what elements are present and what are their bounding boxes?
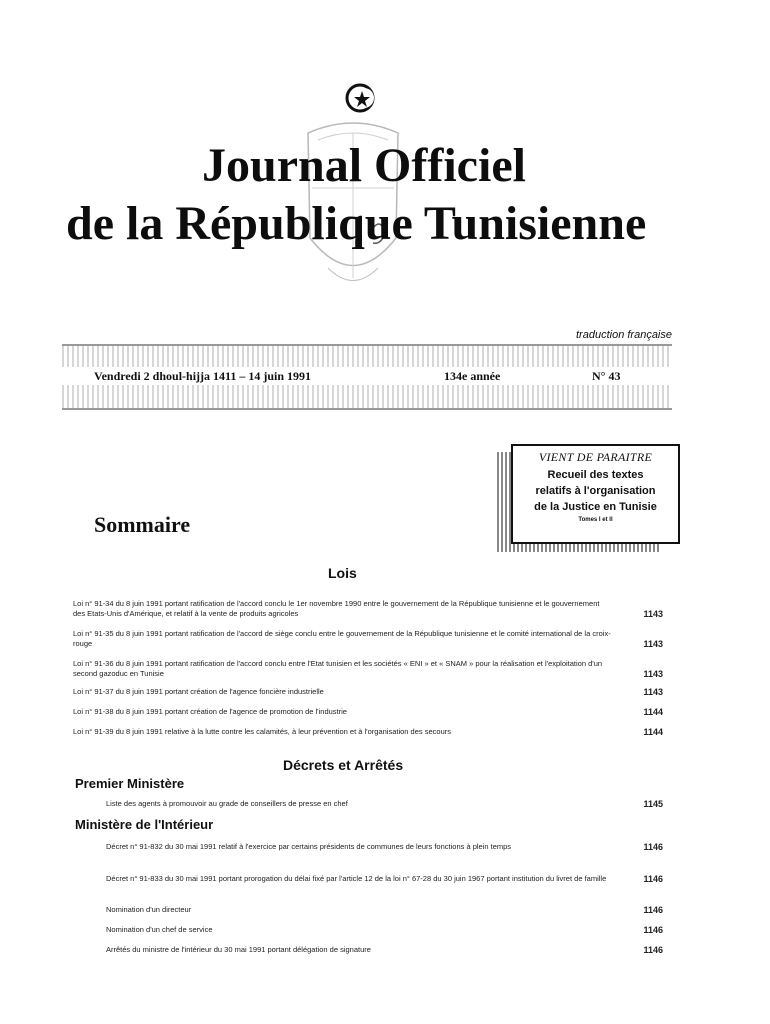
page-number: 1143 [643,687,663,697]
list-item [106,842,663,852]
issue-banner [62,344,672,410]
page-number: 1146 [643,945,663,955]
list-item [73,727,663,737]
announcement-line: Recueil des textes [547,469,644,481]
entry-text: Loi n° 91-36 du 8 juin 1991 portant ratification de l'accord conclu entre l'Etat tunisien et les sociétés « ENI » et « SNAM » pour la réalisation et l'exploitation d'un second gazoduc en Tunisie [73,659,603,678]
page-number: 1143 [643,669,663,679]
list-item [106,799,663,809]
list-item [73,659,663,679]
page-number: 1146 [643,874,663,884]
page-number: 1146 [643,842,663,852]
entry-text: Loi n° 91-39 du 8 juin 1991 relative à la lutte contre les calamités, à leur prévention et à l'organisation des secours [73,727,451,736]
page-number: 1143 [643,609,663,619]
entry-text: Loi n° 91-38 du 8 juin 1991 portant création de l'agence de promotion de l'industrie [73,707,347,716]
journal-title-line2: de la République Tunisienne [66,197,647,250]
entry-text: Nomination d'un directeur [106,905,192,914]
decrets-heading: Décrets et Arrêtés [283,757,404,773]
list-item [106,945,663,955]
list-item [106,874,663,884]
page-number: 1143 [643,639,663,649]
summary-title: Sommaire [94,512,191,537]
list-item [73,599,663,619]
announcement-line: relatifs à l'organisation [535,485,656,497]
tunisian-emblem-seal [278,78,428,308]
announcement-title: VIENT DE PARAITRE [538,450,653,464]
announcement-tomes: Tomes I et II [578,517,613,523]
ministry-heading-premier: Premier Ministère [75,776,185,791]
issue-year: 134e année [444,369,501,383]
lois-heading: Lois [328,565,357,581]
entry-text: Décret n° 91-832 du 30 mai 1991 relatif à l'exercice par certains présidents de communes de leurs fonctions à plein temps [106,842,512,851]
announcement-box [511,444,680,544]
issue-date: Vendredi 2 dhoul-hijja 1411 – 14 juin 1991 [94,369,312,383]
ministry-heading-interieur: Ministère de l'Intérieur [75,817,214,832]
entry-text: Loi n° 91-34 du 8 juin 1991 portant ratification de l'accord conclu le 1er novembre 1990 entre le gouvernement de la République tunisienne et le gouvernement des Etats-Unis d'Amérique, et relatif à la vente de produits agricoles [73,599,600,618]
list-item [106,925,663,935]
entry-text: Loi n° 91-35 du 8 juin 1991 portant ratification de l'accord de siège conclu entre le gouvernement de la République tunisienne et le comité international de la croix-rouge [73,629,611,648]
entry-text: Nomination d'un chef de service [106,925,213,934]
page-number: 1145 [643,799,663,809]
entry-text: Liste des agents à promouvoir au grade de conseillers de presse en chef [106,799,348,808]
page-number: 1144 [643,727,663,737]
entry-text: Décret n° 91-833 du 30 mai 1991 portant prorogation du délai fixé par l'article 12 de la loi n° 67-28 du 30 juin 1967 portant institution du livret de famille [106,874,607,883]
page-number: 1144 [643,707,663,717]
entry-text: Arrêtés du ministre de l'intérieur du 30 mai 1991 portant délégation de signature [106,945,371,954]
page-number: 1146 [643,905,663,915]
translation-note: traduction française [576,329,672,341]
announcement-line: de la Justice en Tunisie [534,501,657,513]
entry-text: Loi n° 91-37 du 8 juin 1991 portant création de l'agence foncière industrielle [73,687,324,696]
list-item [106,905,663,915]
list-item [73,687,663,697]
list-item [73,707,663,717]
page-number: 1146 [643,925,663,935]
journal-title-line1: Journal Officiel [202,139,526,192]
issue-info-line [62,367,672,385]
issue-number: N° 43 [592,369,621,383]
list-item [73,629,663,649]
